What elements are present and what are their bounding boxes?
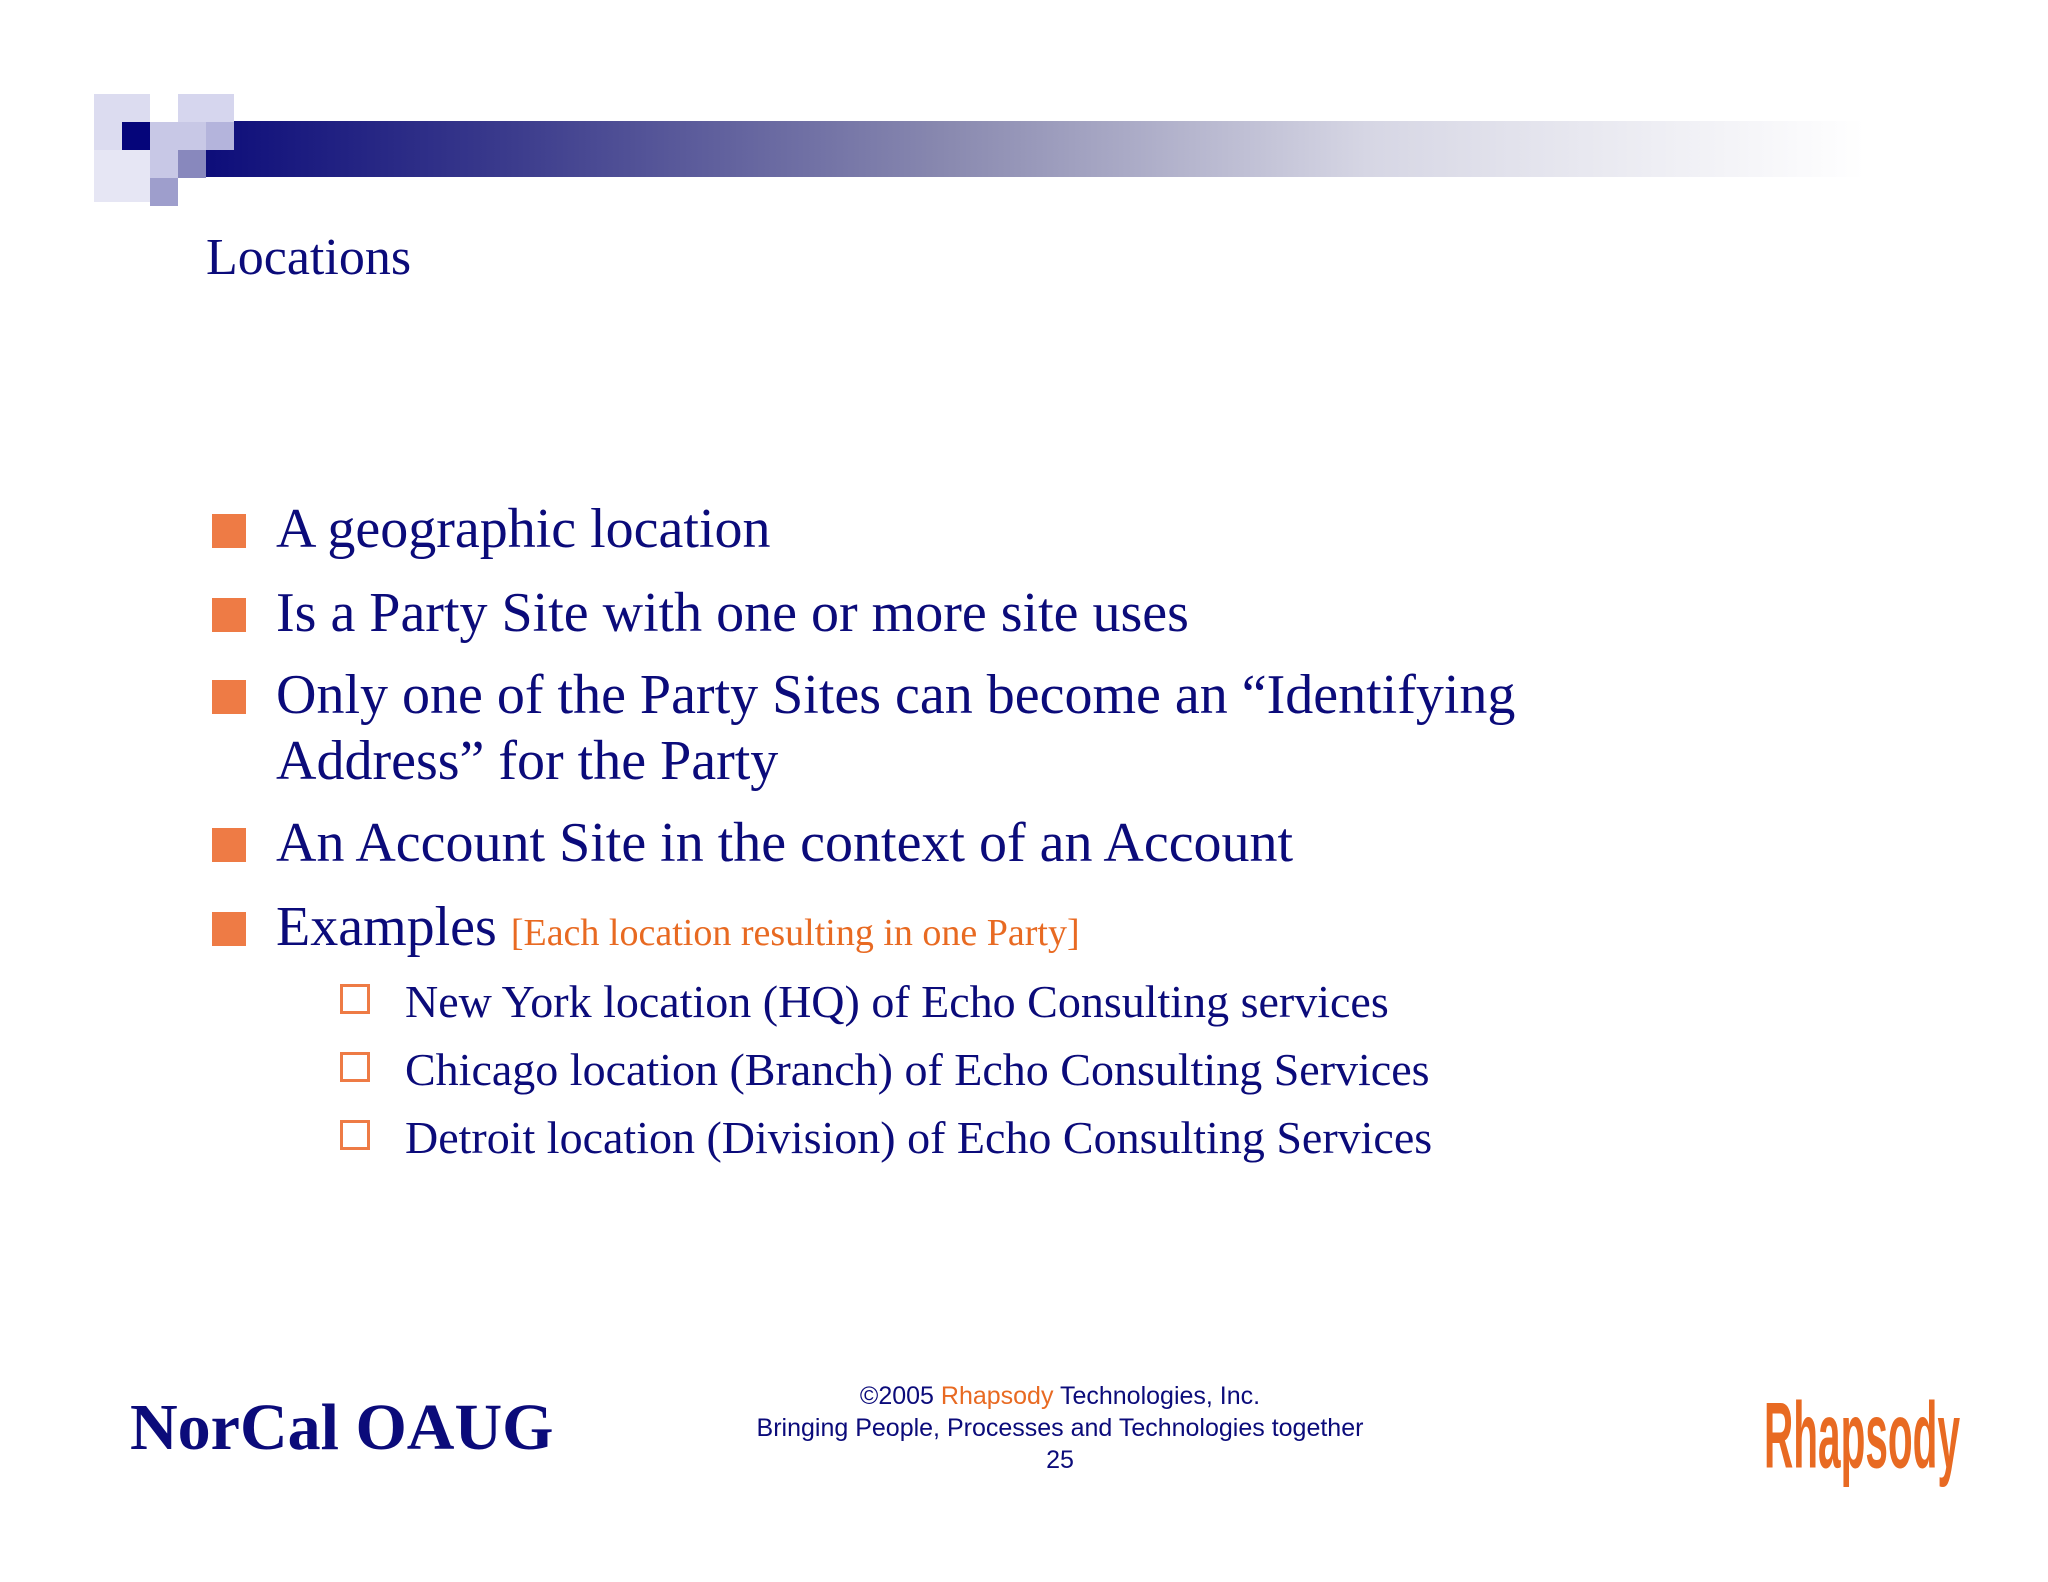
- filled-square-icon: [212, 828, 246, 862]
- hollow-square-icon: [340, 1120, 370, 1150]
- filled-square-icon: [212, 912, 246, 946]
- bullet-note: [Each location resulting in one Party]: [510, 912, 1080, 954]
- header-decor-square: [94, 150, 150, 202]
- sub-bullet-text: New York location (HQ) of Echo Consulting services: [405, 976, 1389, 1027]
- hollow-square-icon: [340, 984, 370, 1014]
- copyright-line: [680, 1380, 1440, 1412]
- bullet-text: Is a Party Site with one or more site uses: [276, 582, 1189, 644]
- bullet-text: Examples: [276, 896, 497, 958]
- bullet-text: An Account Site in the context of an Account: [276, 812, 1294, 874]
- bullet-text-with-note: [276, 894, 1716, 966]
- filled-square-icon: [212, 680, 246, 714]
- copyright-brand: Rhapsody: [940, 1382, 1054, 1410]
- bullet-text: A geographic location: [276, 498, 771, 560]
- copyright-prefix: ©2005: [859, 1382, 941, 1410]
- footer-credits: [680, 1380, 1440, 1476]
- header-decor-square: [206, 122, 234, 150]
- footer-organization: NorCal OAUG: [130, 1391, 554, 1464]
- hollow-square-icon: [340, 1052, 370, 1082]
- bullet-text: Only one of the Party Sites can become an “Identifying Address” for the Party: [276, 664, 1516, 792]
- sub-bullet-text: Detroit location (Division) of Echo Consulting Services: [405, 1112, 1433, 1163]
- tagline: Bringing People, Processes and Technologies together: [756, 1414, 1364, 1442]
- rhapsody-logo-text: Rhapsody: [1764, 1382, 1960, 1488]
- slide-title: Locations: [206, 229, 412, 286]
- filled-square-icon: [212, 598, 246, 632]
- header-gradient-bar: [205, 121, 1865, 177]
- header-decor-square: [178, 150, 206, 178]
- filled-square-icon: [212, 514, 246, 548]
- sub-bullet-text: Chicago location (Branch) of Echo Consulting Services: [405, 1044, 1430, 1095]
- header-decor-square: [122, 122, 150, 150]
- page-number: 25: [1046, 1446, 1074, 1474]
- header-decor-square: [150, 178, 178, 206]
- copyright-suffix: Technologies, Inc.: [1053, 1382, 1261, 1410]
- rhapsody-logo: [1762, 1378, 1962, 1498]
